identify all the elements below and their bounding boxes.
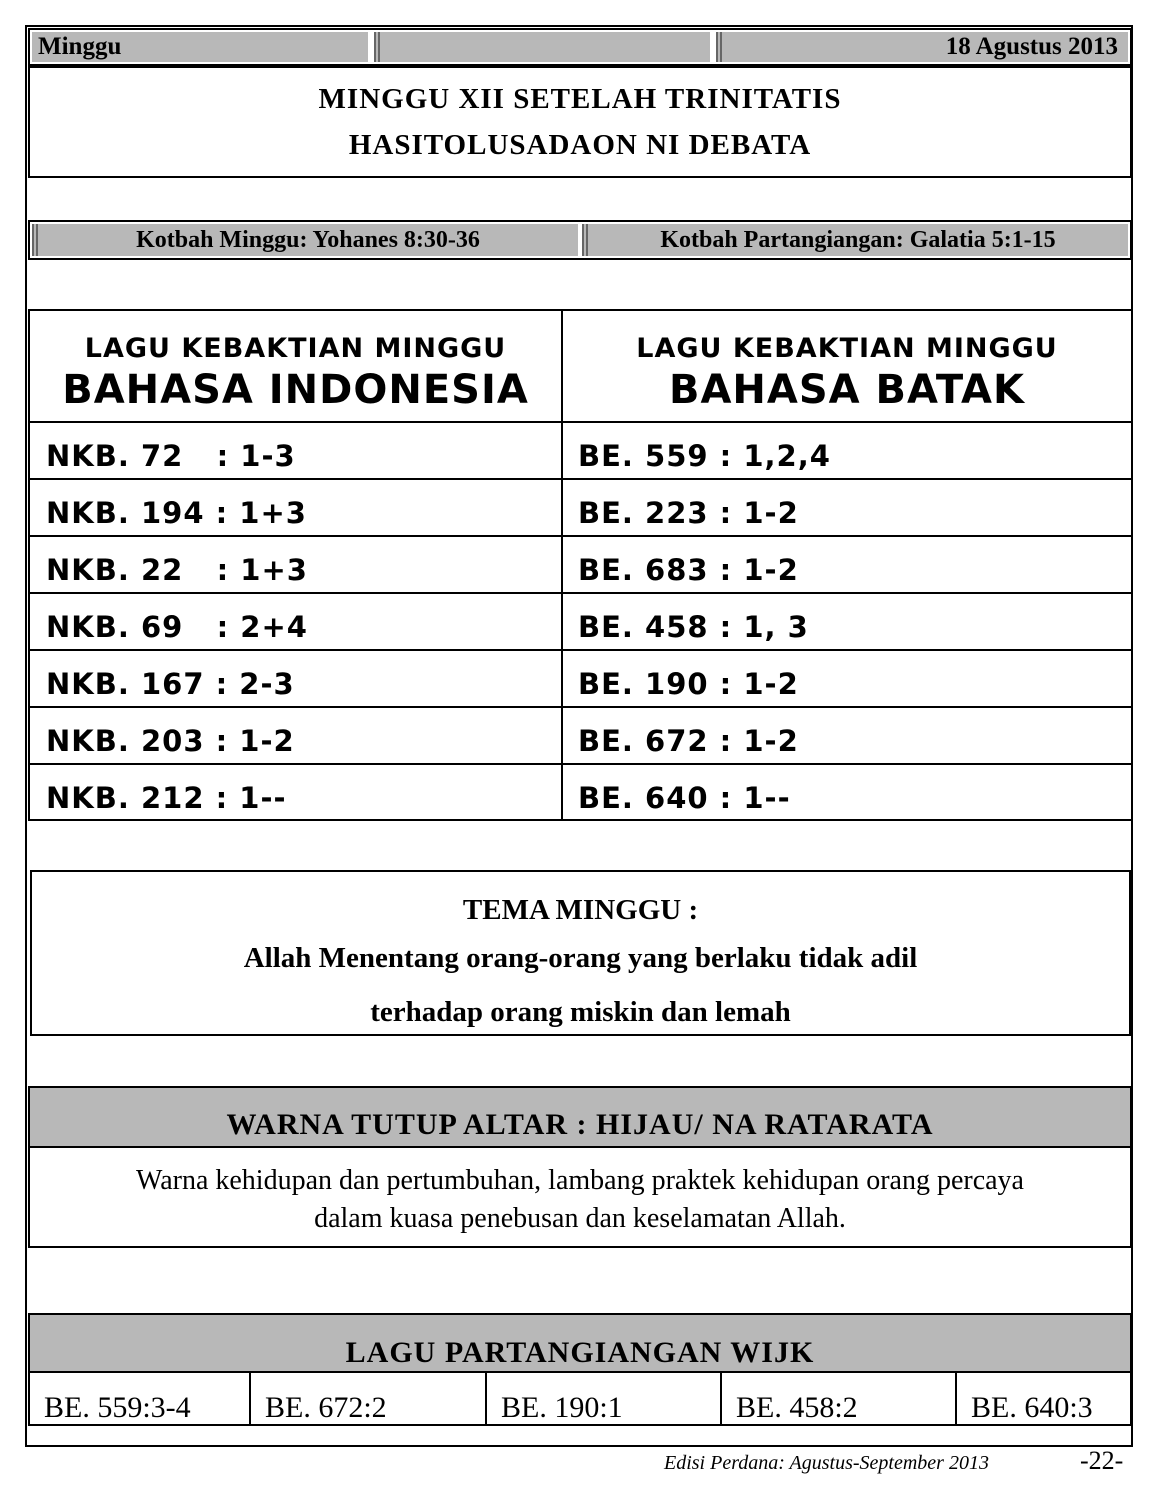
tema-line-1: Allah Menentang orang-orang yang berlaku tidak adil [243,942,918,974]
be-song: BE. 672 : 1-2 [578,724,799,758]
nkb-song: NKB. 212 : 1-- [46,781,287,815]
header-bar [28,28,1132,66]
tema-heading: TEMA MINGGU : [462,894,699,926]
be-song: BE. 223 : 1-2 [578,496,799,530]
wijk-song: BE. 559:3-4 [30,1373,251,1426]
warna-description [30,1148,1130,1238]
nkb-song: NKB. 72 : 1-3 [46,439,296,473]
be-song: BE. 640 : 1-- [578,781,791,815]
title-box [28,66,1132,178]
be-song: BE. 559 : 1,2,4 [578,439,831,473]
header-middle [374,32,710,62]
wijk-song: BE. 640:3 [971,1391,1093,1424]
table-row [30,763,1131,820]
wijk-heading: LAGU PARTANGIANGAN WIJK [30,1315,1130,1373]
table-row [30,421,1131,480]
header-date: 18 Agustus 2013 [716,32,1128,62]
indonesia-heading [30,311,561,421]
warna-box [28,1086,1132,1248]
wijk-song: BE. 190:1 [487,1373,722,1426]
title-line-2: HASITOLUSADAON NI DEBATA [348,129,812,161]
wijk-box [28,1313,1132,1426]
nkb-song: NKB. 194 : 1+3 [46,496,307,530]
page-number: -22- [1080,1446,1124,1475]
be-song: BE. 683 : 1-2 [578,553,799,587]
warna-heading: WARNA TUTUP ALTAR : HIJAU/ NA RATARATA [30,1088,1130,1148]
batak-heading-small: LAGU KEBAKTIAN MINGGU [636,333,1058,364]
wijk-row [30,1373,1130,1426]
indonesia-heading-small: LAGU KEBAKTIAN MINGGU [84,333,507,364]
title-line-1: MINGGU XII SETELAH TRINITATIS [318,83,842,115]
be-song: BE. 458 : 1, 3 [578,610,809,644]
batak-heading [563,311,1131,421]
table-row [30,649,1131,708]
table-row [30,706,1131,765]
table-row [30,592,1131,651]
batak-heading-big: BAHASA BATAK [668,367,1026,413]
table-row [30,535,1131,594]
nkb-song: NKB. 22 : 1+3 [46,553,308,587]
songs-table [28,309,1133,821]
indonesia-heading-big: BAHASA INDONESIA [62,367,529,413]
wijk-song: BE. 672:2 [251,1373,487,1426]
songs-table-header [30,311,1131,423]
warna-line-1: Warna kehidupan dan pertumbuhan, lambang praktek kehidupan orang percaya [136,1165,1024,1196]
nkb-song: NKB. 203 : 1-2 [46,724,295,758]
kotbah-minggu: Kotbah Minggu: Yohanes 8:30-36 [32,224,578,256]
tema-box [30,870,1131,1036]
edition-footer: Edisi Perdana: Agustus-September 2013 [664,1452,989,1474]
warna-line-2: dalam kuasa penebusan dan keselamatan Allah. [314,1203,846,1234]
kotbah-partangiangan: Kotbah Partangiangan: Galatia 5:1-15 [582,224,1128,256]
wijk-song: BE. 458:2 [722,1373,957,1426]
tema-line-2: terhadap orang miskin dan lemah [370,996,791,1028]
be-song: BE. 190 : 1-2 [578,667,799,701]
table-row [30,478,1131,537]
nkb-song: NKB. 167 : 2-3 [46,667,295,701]
nkb-song: NKB. 69 : 2+4 [46,610,308,644]
header-day: Minggu [32,32,368,62]
kotbah-bar [28,220,1132,260]
